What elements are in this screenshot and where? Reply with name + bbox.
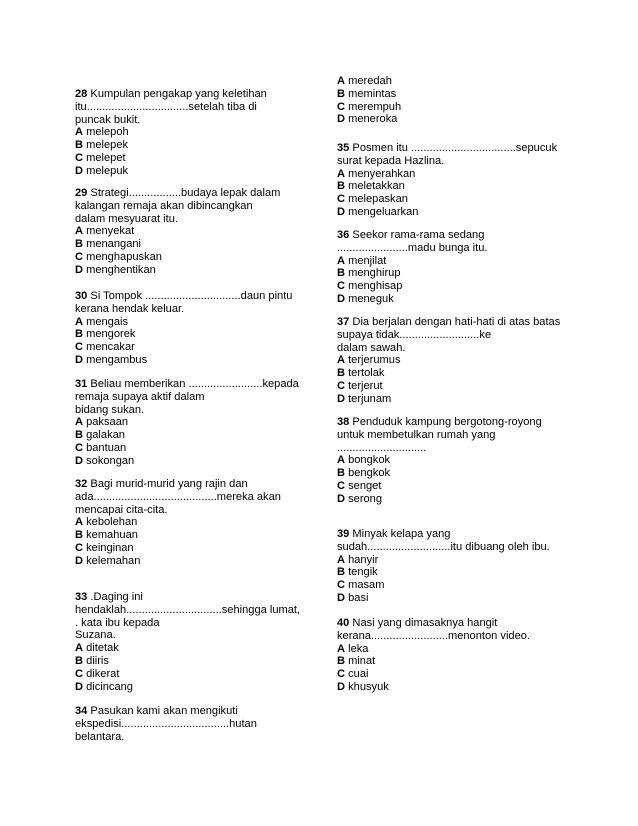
option-text: melepaskan [345, 193, 408, 206]
answer-option [337, 668, 573, 681]
question-text: Strategi.................budaya lepak dalam [87, 187, 281, 199]
option-text: mengambus [83, 353, 148, 366]
option-letter: B [337, 267, 346, 280]
option-text: menjilat [345, 254, 387, 267]
question-text: untuk membetulkan rumah yang [337, 428, 496, 441]
option-letter: A [337, 167, 346, 180]
option-letter: C [337, 280, 346, 293]
question-stem-line [75, 718, 307, 731]
question-stem-line [75, 101, 307, 114]
answer-option [337, 354, 573, 367]
option-letter: B [75, 654, 84, 667]
question-number: 32 [75, 478, 88, 490]
option-letter: A [75, 225, 84, 238]
question-stem-line [75, 187, 307, 200]
option-letter: B [337, 87, 346, 100]
question-stem-line [75, 705, 307, 718]
question-text: belantara. [75, 730, 125, 743]
option-letter: C [75, 667, 84, 680]
option-text: meneroka [345, 113, 398, 126]
question-number: 37 [337, 316, 350, 328]
answer-option [337, 255, 573, 268]
option-letter: D [75, 454, 84, 467]
question-stem-line [75, 378, 307, 391]
answer-option [75, 251, 307, 264]
option-letter: D [75, 554, 84, 567]
question-number: 28 [75, 88, 88, 100]
option-text: dicincang [83, 680, 133, 693]
answer-option [337, 180, 573, 193]
answer-option [337, 467, 573, 480]
question-number: 34 [75, 705, 88, 717]
question-stem-line [75, 200, 307, 213]
question-stem-line [75, 478, 307, 491]
question-stem-line [75, 491, 307, 504]
question-30 [75, 290, 307, 367]
question-text: Suzana. [75, 629, 116, 642]
question-text: sudah...........................itu dibuang oleh ibu. [337, 540, 550, 553]
option-letter: B [75, 328, 84, 341]
option-letter: D [337, 392, 346, 405]
option-text: menghirup [345, 267, 401, 280]
answer-option [75, 529, 307, 542]
option-letter: C [337, 668, 346, 681]
option-text: sokongan [83, 454, 135, 467]
question-stem-line [337, 630, 573, 643]
option-text: paksaan [83, 416, 129, 429]
answer-option [337, 168, 573, 181]
question-number: 35 [337, 142, 350, 154]
option-letter: B [337, 655, 346, 668]
question-stem-line [337, 528, 573, 541]
option-letter: A [337, 75, 346, 87]
option-text: melepet [83, 151, 126, 164]
question-stem-line [337, 342, 573, 355]
option-letter: D [337, 205, 346, 218]
question-text: remaja supaya aktif dalam [75, 390, 205, 403]
question-36 [337, 229, 573, 306]
question-number: 39 [337, 528, 350, 540]
option-letter: B [75, 529, 84, 542]
option-letter: D [337, 292, 346, 305]
answer-option [75, 225, 307, 238]
option-text: memintas [345, 87, 397, 100]
question-text: dalam sawah. [337, 341, 406, 354]
question-stem-line [75, 114, 307, 127]
question-text: puncak bukit. [75, 113, 141, 126]
option-letter: A [337, 354, 346, 367]
option-text: menangani [83, 238, 141, 251]
option-letter: C [75, 541, 84, 554]
answer-option [75, 555, 307, 568]
question-text: ............................. [337, 441, 427, 454]
option-letter: C [337, 193, 346, 206]
option-letter: A [75, 315, 84, 328]
answer-option [337, 554, 573, 567]
question-stem-line [337, 329, 573, 342]
option-letter: A [75, 642, 84, 655]
answer-option [75, 416, 307, 429]
question-40 [337, 617, 573, 694]
question-continued [337, 75, 573, 126]
answer-option [75, 165, 307, 178]
question-text: itu.................................setelah tiba di [75, 100, 257, 113]
question-number: 38 [337, 416, 350, 428]
question-text: dalam mesyuarat itu. [75, 212, 178, 225]
option-text: ditetak [83, 642, 119, 655]
option-text: menyekat [83, 225, 135, 238]
answer-option [337, 380, 573, 393]
option-text: galakan [83, 429, 125, 442]
option-text: kemahuan [83, 529, 138, 542]
question-text: ekspedisi...................................hutan [75, 717, 257, 730]
question-28 [75, 88, 307, 178]
answer-option [337, 655, 573, 668]
answer-option [337, 493, 573, 506]
option-letter: B [337, 367, 346, 380]
question-stem-line [75, 404, 307, 417]
question-text: Si Tompok ...............................daun pintu [87, 290, 293, 302]
question-stem-line [75, 391, 307, 404]
question-stem-line [75, 290, 307, 303]
answer-option [337, 206, 573, 219]
option-text: meneguk [345, 292, 394, 305]
question-text: bidang sukan. [75, 403, 145, 416]
answer-option [337, 643, 573, 656]
question-39 [337, 528, 573, 605]
question-text: supaya tidak..........................ke [337, 328, 492, 341]
answer-option [75, 238, 307, 251]
option-text: khusyuk [345, 680, 389, 693]
question-stem-line [337, 229, 573, 242]
question-text: kalangan remaja akan dibincangkan [75, 199, 253, 212]
answer-option [75, 516, 307, 529]
option-letter: C [337, 479, 346, 492]
option-text: bengkok [345, 467, 391, 480]
option-letter: B [337, 566, 346, 579]
question-text: Penduduk kampung bergotong-royong [349, 416, 542, 428]
option-letter: A [337, 553, 346, 566]
option-text: bongkok [345, 454, 391, 467]
question-stem-line [337, 617, 573, 630]
answer-option [337, 454, 573, 467]
option-text: kebolehan [83, 516, 138, 529]
option-text: melepek [83, 139, 129, 152]
option-letter: D [75, 680, 84, 693]
option-text: menyerahkan [345, 167, 416, 180]
option-text: tengik [345, 566, 378, 579]
answer-option [337, 293, 573, 306]
answer-option [75, 354, 307, 367]
question-32 [75, 478, 307, 568]
question-text: mencapai cita-cita. [75, 503, 168, 516]
question-text: ada........................................mereka akan [75, 490, 281, 503]
option-letter: C [337, 379, 346, 392]
option-letter: D [337, 591, 346, 604]
option-letter: D [75, 353, 84, 366]
answer-option [337, 480, 573, 493]
option-letter: B [337, 467, 346, 480]
question-stem-line [337, 442, 573, 455]
option-text: melepoh [83, 126, 129, 139]
question-stem-line [337, 429, 573, 442]
answer-option [337, 367, 573, 380]
option-text: menghapuskan [83, 250, 162, 263]
answer-option [75, 455, 307, 468]
option-text: kelemahan [83, 554, 141, 567]
question-text: .......................madu bunga itu. [337, 241, 488, 254]
option-text: melepuk [83, 164, 129, 177]
question-stem-line [75, 629, 307, 642]
question-stem-line [337, 316, 573, 329]
question-text: Bagi murid-murid yang rajin dan [87, 478, 248, 490]
answer-option [75, 152, 307, 165]
answer-option [337, 101, 573, 114]
answer-option [75, 681, 307, 694]
question-stem-line [337, 155, 573, 168]
option-letter: D [75, 263, 84, 276]
answer-option [337, 393, 573, 406]
answer-option [75, 316, 307, 329]
option-text: senget [345, 479, 382, 492]
question-stem-line [75, 617, 307, 630]
option-letter: D [337, 680, 346, 693]
question-text: kerana hendak keluar. [75, 302, 185, 315]
option-letter: C [75, 151, 84, 164]
question-34 [75, 705, 307, 743]
answer-option [337, 88, 573, 101]
option-text: mengais [83, 315, 129, 328]
option-text: minat [345, 655, 376, 668]
option-text: terjunam [345, 392, 392, 405]
question-number: 30 [75, 290, 88, 302]
answer-option [337, 579, 573, 592]
answer-option [337, 592, 573, 605]
option-letter: D [337, 492, 346, 505]
answer-option [75, 429, 307, 442]
question-text: surat kepada Hazlina. [337, 154, 445, 167]
option-letter: C [75, 341, 84, 354]
question-text: Nasi yang dimasaknya hangit [349, 617, 498, 629]
question-38 [337, 416, 573, 506]
answer-option [75, 668, 307, 681]
option-text: menghisap [345, 280, 403, 293]
question-stem-line [337, 242, 573, 255]
answer-option [75, 542, 307, 555]
question-text: Beliau memberikan ........................kepada [87, 378, 299, 390]
option-text: menghentikan [83, 263, 156, 276]
option-letter: D [75, 164, 84, 177]
question-stem-line [75, 591, 307, 604]
option-text: mencakar [83, 341, 135, 354]
question-number: 40 [337, 617, 350, 629]
question-37 [337, 316, 573, 406]
option-text: hanyir [345, 553, 379, 566]
option-text: serong [345, 492, 383, 505]
question-stem-line [337, 142, 573, 155]
answer-option [337, 681, 573, 694]
answer-option [75, 126, 307, 139]
option-text: bantuan [83, 441, 127, 454]
option-text: cuai [345, 668, 369, 681]
question-text: kerana.........................menonton video. [337, 629, 531, 642]
answer-option [337, 566, 573, 579]
option-letter: C [337, 579, 346, 592]
option-text: mengorek [83, 328, 136, 341]
option-text: meredah [345, 75, 392, 87]
answer-option [75, 341, 307, 354]
question-29 [75, 187, 307, 277]
option-letter: A [75, 516, 84, 529]
question-stem-line [75, 303, 307, 316]
question-35 [337, 142, 573, 219]
option-text: keinginan [83, 541, 134, 554]
option-text: mengeluarkan [345, 205, 419, 218]
answer-option [75, 139, 307, 152]
option-letter: D [337, 113, 346, 126]
question-text: hendaklah...............................sehingga lumat, [75, 603, 301, 616]
answer-option [75, 328, 307, 341]
option-letter: A [75, 416, 84, 429]
question-number: 29 [75, 187, 88, 199]
option-text: basi [345, 591, 369, 604]
question-stem-line [337, 541, 573, 554]
option-letter: B [75, 139, 84, 152]
question-stem-line [75, 604, 307, 617]
question-number: 36 [337, 229, 350, 241]
option-letter: B [75, 238, 84, 251]
option-text: meletakkan [345, 180, 405, 193]
option-letter: C [75, 250, 84, 263]
answer-option [337, 75, 573, 88]
question-text: Kumpulan pengakap yang keletihan [87, 88, 267, 100]
answer-option [75, 655, 307, 668]
answer-option [337, 193, 573, 206]
question-stem-line [75, 88, 307, 101]
option-text: terjerumus [345, 354, 401, 367]
question-33 [75, 591, 307, 693]
question-text: . kata ibu kepada [75, 616, 160, 629]
option-letter: C [75, 441, 84, 454]
question-stem-line [75, 731, 307, 744]
answer-option [75, 642, 307, 655]
question-text: Minyak kelapa yang [349, 528, 451, 540]
option-letter: A [337, 454, 346, 467]
answer-option [337, 267, 573, 280]
option-text: merempuh [345, 100, 402, 113]
option-text: masam [345, 579, 385, 592]
question-text: Pasukan kami akan mengikuti [87, 705, 238, 717]
option-text: leka [345, 642, 369, 655]
option-letter: B [75, 429, 84, 442]
question-stem-line [75, 504, 307, 517]
question-text: Posmen itu ..................................sepucuk [349, 142, 558, 154]
answer-option [337, 113, 573, 126]
question-text: Seekor rama-rama sedang [349, 229, 485, 241]
answer-option [337, 280, 573, 293]
option-letter: A [337, 642, 346, 655]
option-text: diiris [83, 654, 109, 667]
option-letter: C [337, 100, 346, 113]
option-letter: A [337, 254, 346, 267]
option-text: tertolak [345, 367, 385, 380]
question-number: 31 [75, 378, 88, 390]
option-text: dikerat [83, 667, 120, 680]
question-number: 33 [75, 591, 88, 603]
question-stem-line [75, 213, 307, 226]
question-stem-line [337, 416, 573, 429]
question-text: .Daging ini [87, 591, 143, 603]
option-letter: A [75, 126, 84, 139]
question-text: Dia berjalan dengan hati-hati di atas batas [349, 316, 561, 328]
option-letter: B [337, 180, 346, 193]
option-text: terjerut [345, 379, 383, 392]
answer-option [75, 264, 307, 277]
question-31 [75, 378, 307, 468]
answer-option [75, 442, 307, 455]
